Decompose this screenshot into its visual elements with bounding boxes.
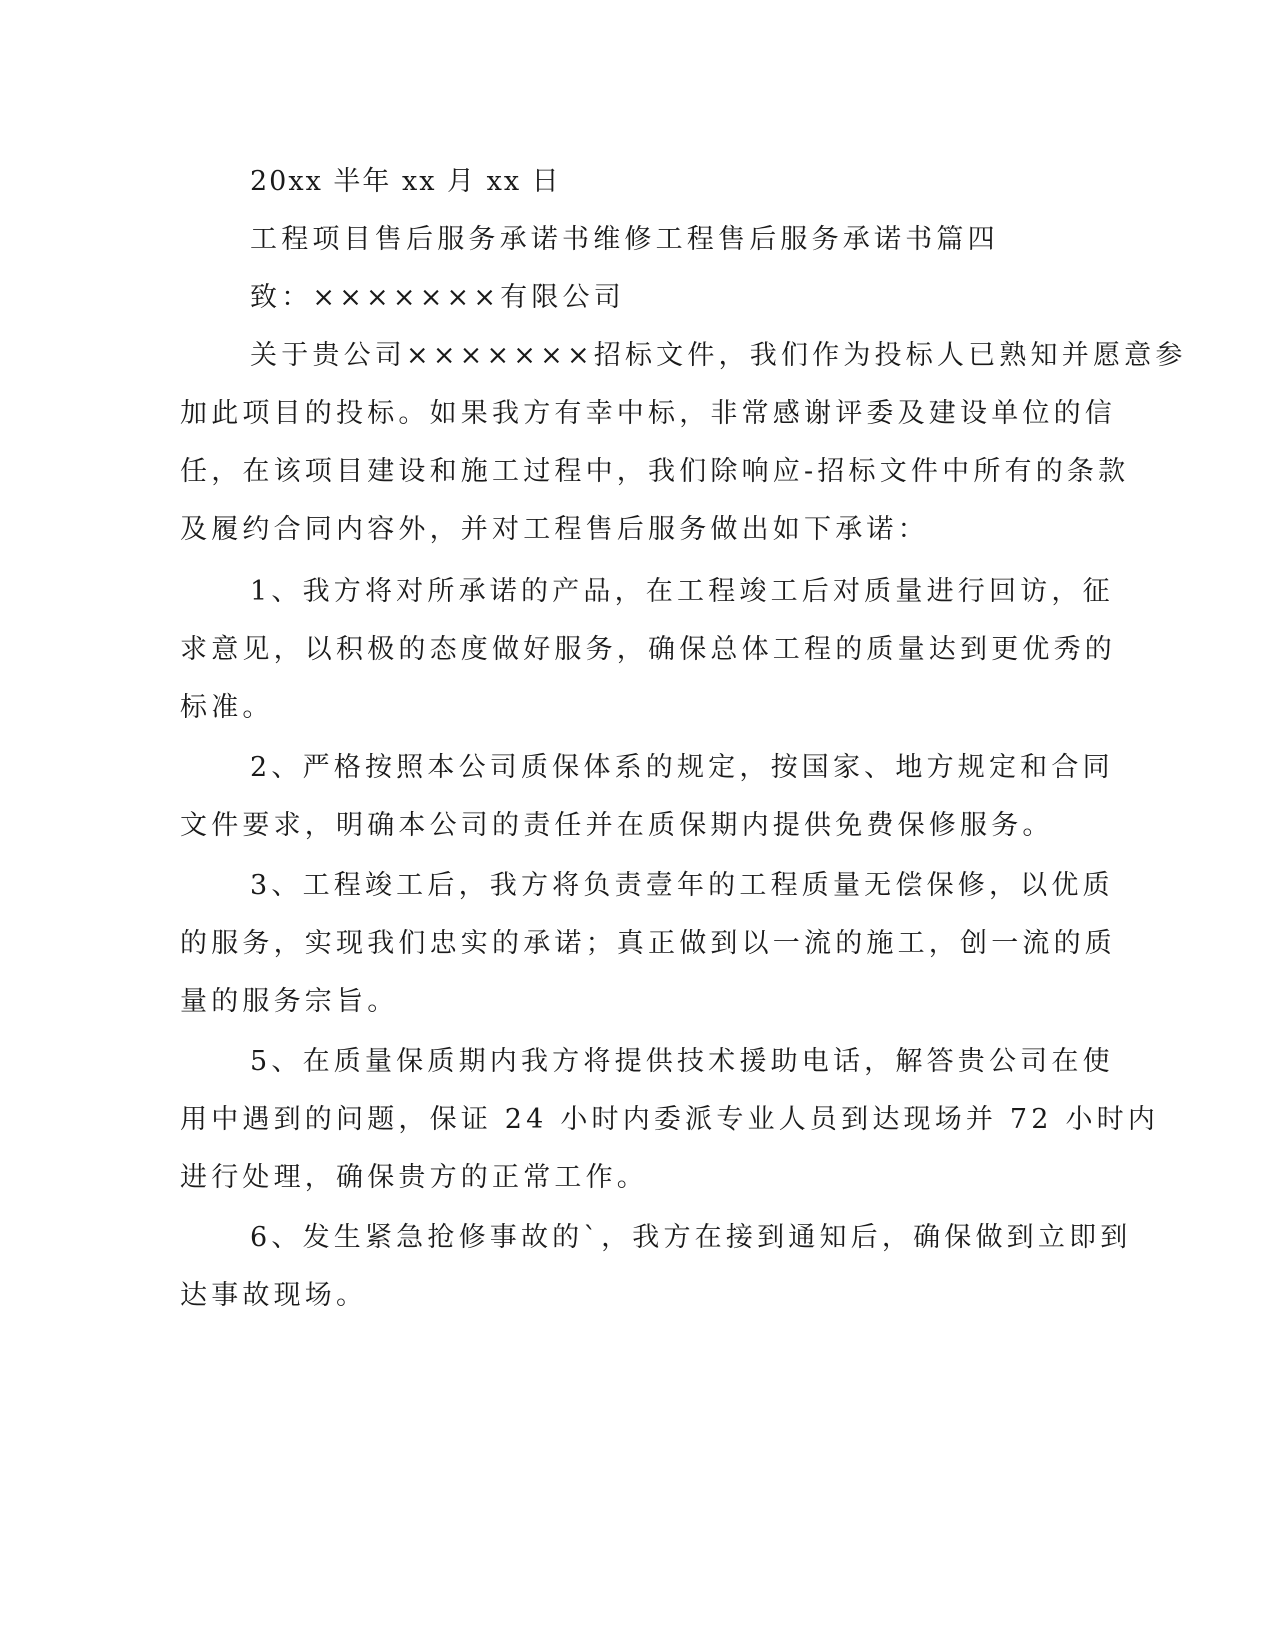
paragraph-line: 求意见，以积极的态度做好服务，确保总体工程的质量达到更优秀的 (180, 634, 1116, 665)
document-date: 20xx 半年 xx 月 xx 日 (250, 166, 561, 197)
paragraph-line: 2、严格按照本公司质保体系的规定，按国家、地方规定和合同 (250, 752, 1114, 783)
paragraph-line: 及履约合同内容外，并对工程售后服务做出如下承诺： (180, 514, 929, 545)
paragraph-line: 3、工程竣工后，我方将负责壹年的工程质量无偿保修，以优质 (250, 870, 1114, 901)
paragraph-line: 进行处理，确保贵方的正常工作。 (180, 1162, 648, 1193)
paragraph-line: 任，在该项目建设和施工过程中，我们除响应-招标文件中所有的条款 (180, 456, 1130, 487)
paragraph-line: 1、我方将对所承诺的产品，在工程竣工后对质量进行回访，征 (250, 576, 1114, 607)
document-recipient: 致：×××××××有限公司 (250, 282, 625, 313)
paragraph-line: 文件要求，明确本公司的责任并在质保期内提供免费保修服务。 (180, 810, 1054, 841)
document-title: 工程项目售后服务承诺书维修工程售后服务承诺书篇四 (250, 224, 999, 255)
paragraph-line: 加此项目的投标。如果我方有幸中标，非常感谢评委及建设单位的信 (180, 398, 1116, 429)
paragraph-line: 关于贵公司×××××××招标文件，我们作为投标人已熟知并愿意参 (250, 340, 1187, 371)
paragraph-line: 量的服务宗旨。 (180, 986, 399, 1017)
paragraph-line: 标准。 (180, 692, 274, 723)
paragraph-line: 6、发生紧急抢修事故的`，我方在接到通知后，确保做到立即到 (250, 1222, 1132, 1253)
paragraph-line: 5、在质量保质期内我方将提供技术援助电话，解答贵公司在使 (250, 1046, 1114, 1077)
paragraph-line: 用中遇到的问题，保证 24 小时内委派专业人员到达现场并 72 小时内 (180, 1104, 1160, 1135)
paragraph-line: 达事故现场。 (180, 1280, 368, 1311)
paragraph-line: 的服务，实现我们忠实的承诺；真正做到以一流的施工，创一流的质 (180, 928, 1116, 959)
